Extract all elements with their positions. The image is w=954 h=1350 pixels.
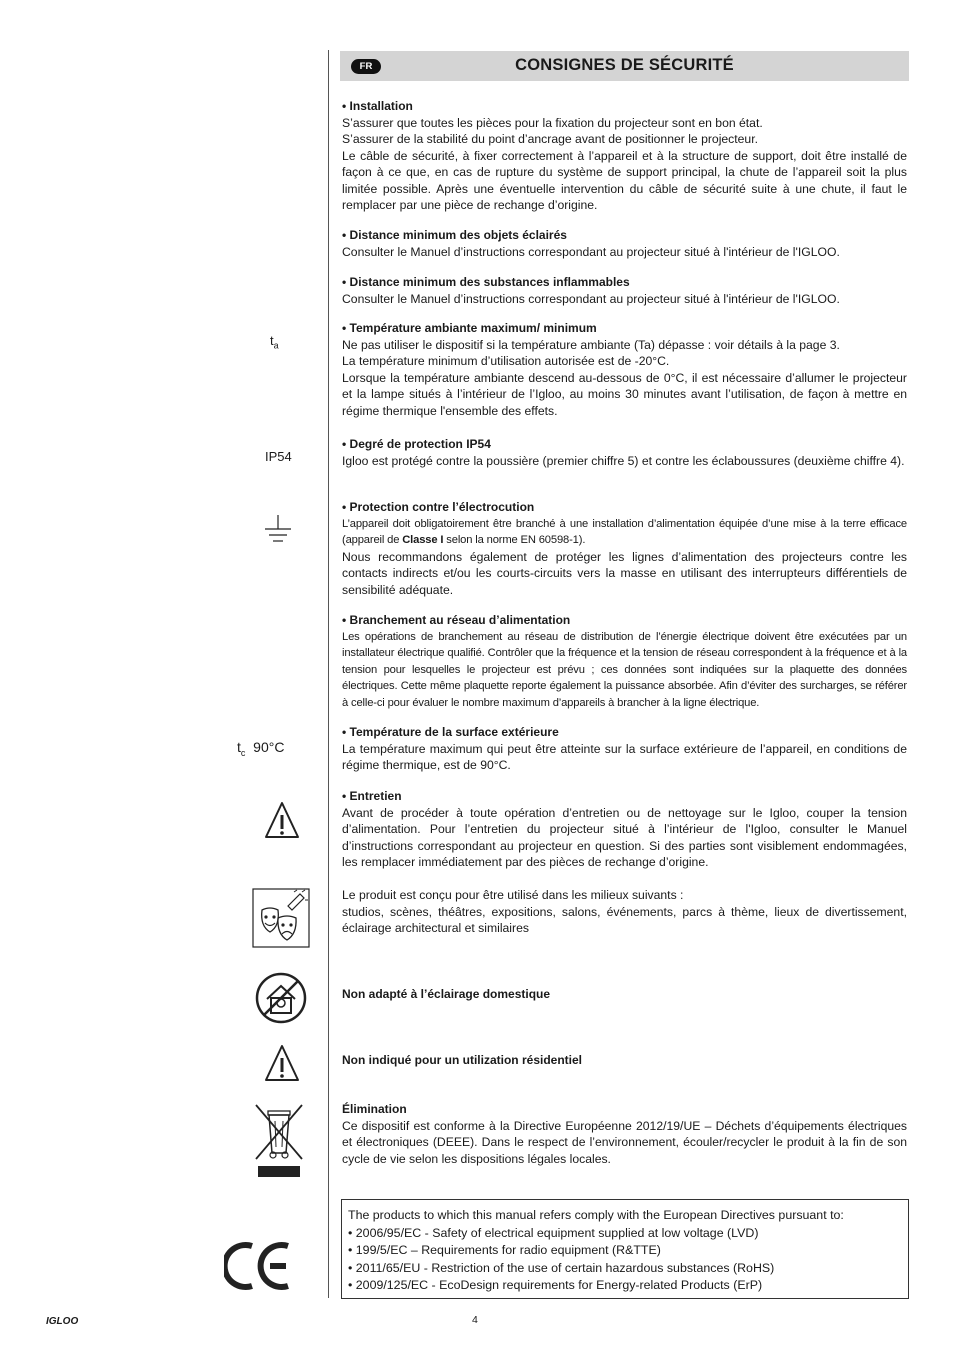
paragraph: Igloo est protégé contre la poussière (premier chiffre 5) et contre les éclaboussures (deuxième chiffre 4).: [342, 453, 905, 468]
paragraph: Lorsque la température ambiante descend au-dessous de 0°C, il est nécessaire d’allumer le projecteur et la lampe situés à l’intérieur de l’Igloo, au moins 30 minutes avant l’utilisation, de façon à mettre en régime thermique l'ensemble des effets.: [342, 370, 907, 418]
section-maintenance: [342, 788, 907, 871]
paragraph: Le câble de sécurité, à fixer correctement à l’appareil et à la structure de support, doit être installé de façon à ce que, en cas de rupture du système de support principal, la chute de l’appareil soit la plus limitée possible. Après une éventuelle intervention du câble de sécurité suite à une chute, il faut le remplacer par une pièce de rechange d’origine.: [342, 148, 907, 212]
section-not-domestic: [342, 986, 907, 1003]
section-not-residential: [342, 1052, 907, 1069]
section-distance-objects: [342, 227, 907, 260]
paragraph: studios, scènes, théâtres, expositions, salons, événements, parcs à thème, lieux de divertissement, éclairage architectural et similaires: [342, 904, 907, 935]
section-installation: [342, 98, 907, 214]
section-title: • Température de la surface extérieure: [342, 725, 559, 739]
paragraph: Les opérations de branchement au réseau de distribution de l’énergie électrique doivent être exécutées par un installateur électrique qualifié. Contrôler que la fréquence et la tension de réseau correspondent à la fréquence et à la tension pour lesquelles le projecteur est prévu ; ces données sont indiquées sur la plaquette des données électriques. Cette même plaquette reporte également la puissance absorbée. Afin d’éviter des surcharges, se référer à celle-ci pour évaluer le nombre maximum d’appareils à brancher à la ligne électrique.: [342, 630, 907, 709]
paragraph: Avant de procéder à toute opération d’entretien ou de nettoyage sur le Igloo, couper la tension d’alimentation. Pour l’entretien du projecteur situé à l’intérieur de l'Igloo, consulter le Manuel d’instructions correspondant au projecteur en question. Si des parties sont visiblement endommagées, les remplacer immédiatement par des pièces de rechange d’origine.: [342, 805, 907, 869]
footer-brand: IGLOO: [46, 1316, 79, 1327]
weee-bin-icon: [254, 1103, 304, 1179]
language-badge: FR: [351, 59, 381, 74]
paragraph: S’assurer de la stabilité du point d’ancrage avant de positionner le projecteur.: [342, 132, 758, 146]
column-divider: [328, 50, 329, 1298]
ce-intro: The products to which this manual refers comply with the European Directives pursuant to:: [348, 1208, 844, 1222]
section-electrocution: [342, 499, 907, 598]
paragraph: La température minimum d’utilisation autorisée est de -20°C.: [342, 354, 670, 368]
warning-triangle-icon: [264, 801, 300, 839]
ce-mark-icon: [224, 1240, 294, 1292]
ip54-label: IP54: [265, 449, 292, 464]
section-title: Élimination: [342, 1102, 407, 1116]
warning-text: Non adapté à l’éclairage domestique: [342, 987, 551, 1001]
paragraph: Le produit est conçu pour être utilisé dans les milieux suivants :: [342, 888, 684, 902]
paragraph: Ne pas utiliser le dispositif si la température ambiante (Ta) dépasse : voir détails à la page 3.: [342, 337, 840, 352]
section-title: • Installation: [342, 99, 413, 113]
paragraph: S’assurer que toutes les pièces pour la fixation du projecteur sont en bon état.: [342, 115, 763, 130]
section-title: • Température ambiante maximum/ minimum: [342, 321, 597, 335]
no-domestic-use-icon: [254, 971, 308, 1025]
page-number: 4: [472, 1314, 478, 1326]
section-temperature: [342, 320, 907, 419]
paragraph: Consulter le Manuel d’instructions correspondant au projecteur situé à l'intérieur de l'IGLOO.: [342, 244, 840, 259]
paragraph: L’appareil doit obligatoirement être branché à une installation d’alimentation équipée d’une mise à la terre efficace (appareil de Classe I selon la norme EN 60598-1).: [342, 517, 907, 546]
section-power: [342, 612, 907, 711]
directive-item: • 2011/65/EU - Restriction of the use of certain hazardous substances (RoHS): [348, 1260, 775, 1275]
ta-symbol: $t_a$: [270, 333, 279, 351]
ce-compliance-box: [341, 1199, 909, 1299]
directive-item: • 2006/95/EC - Safety of electrical equipment supplied at low voltage (LVD): [348, 1225, 759, 1240]
warning-triangle-icon: [264, 1044, 300, 1082]
tc-symbol: $t_c$ 90°C: [237, 739, 285, 758]
section-disposal: [342, 1101, 907, 1167]
paragraph: Nous recommandons également de protéger les lignes d’alimentation des projecteurs contre les contacts indirects et/ou les courts-circuits vers la masse en utilisant des interrupteurs différentiels de sensibilité adéquate.: [342, 549, 907, 597]
section-header: [340, 51, 909, 81]
section-title: • Entretien: [342, 789, 402, 803]
paragraph: La température maximum qui peut être atteinte sur la surface extérieure de l’appareil, en conditions de régime thermique, est de 90°C.: [342, 741, 907, 772]
section-title: • Degré de protection IP54: [342, 437, 491, 451]
warning-text: Non indiqué pour un utilization résidentiel: [342, 1053, 582, 1067]
section-title: • Distance minimum des objets éclairés: [342, 228, 567, 242]
paragraph: Ce dispositif est conforme à la Directive Européenne 2012/19/UE – Déchets d’équipements électriques et électroniques (DEEE). Dans le respect de l’environnement, écouler/recycler le produit à la fin de son cycle de vie selon les dispositions légales locales.: [342, 1118, 907, 1166]
section-title: • Distance minimum des substances inflammables: [342, 275, 630, 289]
theatre-masks-icon: [252, 888, 310, 948]
section-usage: [342, 887, 907, 937]
section-ip54: [342, 436, 907, 469]
page-title: CONSIGNES DE SÉCURITÉ: [515, 56, 734, 74]
section-title: • Branchement au réseau d’alimentation: [342, 613, 571, 627]
directive-item: • 199/5/EC – Requirements for radio equipment (R&TTE): [348, 1243, 661, 1257]
earth-ground-icon: [264, 514, 292, 544]
section-title: • Protection contre l’électrocution: [342, 500, 535, 514]
section-distance-flammable: [342, 274, 907, 307]
section-surface-temp: [342, 724, 907, 774]
directive-item: • 2009/125/EC - EcoDesign requirements for Energy-related Products (ErP): [348, 1278, 763, 1292]
paragraph: Consulter le Manuel d’instructions correspondant au projecteur situé à l'intérieur de l'IGLOO.: [342, 291, 840, 306]
